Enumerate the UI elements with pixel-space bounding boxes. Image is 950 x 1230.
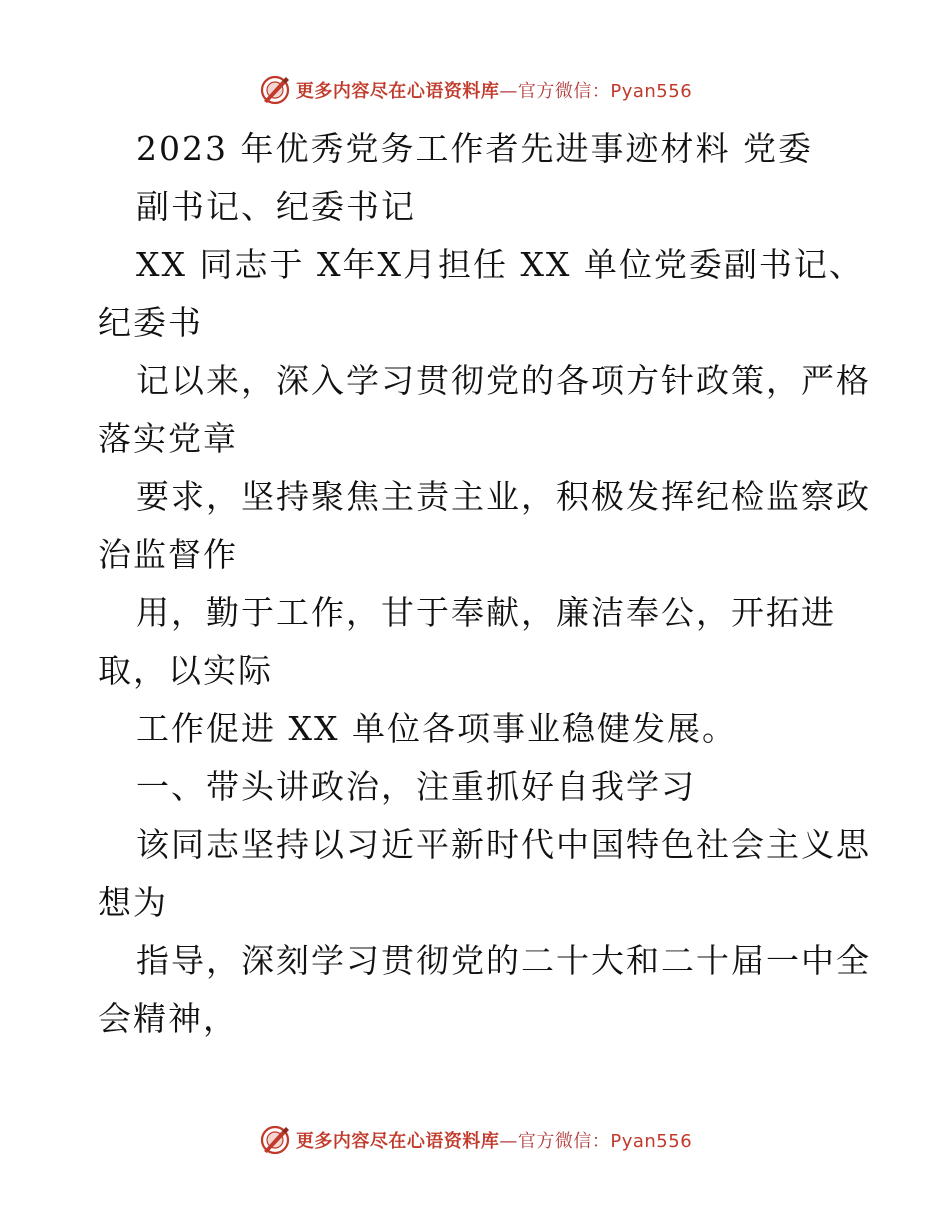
document-line: 记以来，深入学习贯彻党的各项方针政策，严格 [136,361,871,400]
pen-logo-icon [258,73,292,107]
footer-watermark [0,1120,950,1160]
watermark-official: 官方微信： [517,1131,611,1152]
watermark-dash: — [499,81,518,102]
document-line: 取，以实际 [98,651,273,690]
document-line: 要求，坚持聚焦主责主业，积极发挥纪检监察政 [136,477,871,516]
document-line: XX 同志于 X年X月担任 XX 单位党委副书记、 [136,245,864,284]
watermark-brand: 更多内容尽在心语资料库 [295,81,500,102]
header-watermark [0,70,950,110]
document-line: 纪委书 [98,303,203,342]
watermark-id: Pyan556 [610,1131,693,1152]
pen-logo-icon [258,1123,292,1157]
document-line: 治监督作 [98,535,238,574]
watermark-dash: — [499,1131,518,1152]
document-line: 指导，深刻学习贯彻党的二十大和二十届一中全 [136,941,871,980]
document-line: 会精神， [98,999,238,1038]
document-body [98,120,871,1048]
document-line: 2023 年优秀党务工作者先进事迹材料 党委 [136,129,813,168]
document-line: 副书记、纪委书记 [136,187,416,226]
document-line: 该同志坚持以习近平新时代中国特色社会主义思 [136,825,871,864]
document-line: 想为 [98,883,168,922]
section-heading: 一、带头讲政治，注重抓好自我学习 [136,767,696,806]
watermark-official: 官方微信： [517,81,611,102]
watermark-id: Pyan556 [610,81,693,102]
document-line: 工作促进 XX 单位各项事业稳健发展。 [136,709,737,748]
document-line: 用，勤于工作，甘于奉献，廉洁奉公，开拓进 [136,593,836,632]
watermark-brand: 更多内容尽在心语资料库 [295,1131,500,1152]
document-line: 落实党章 [98,419,238,458]
